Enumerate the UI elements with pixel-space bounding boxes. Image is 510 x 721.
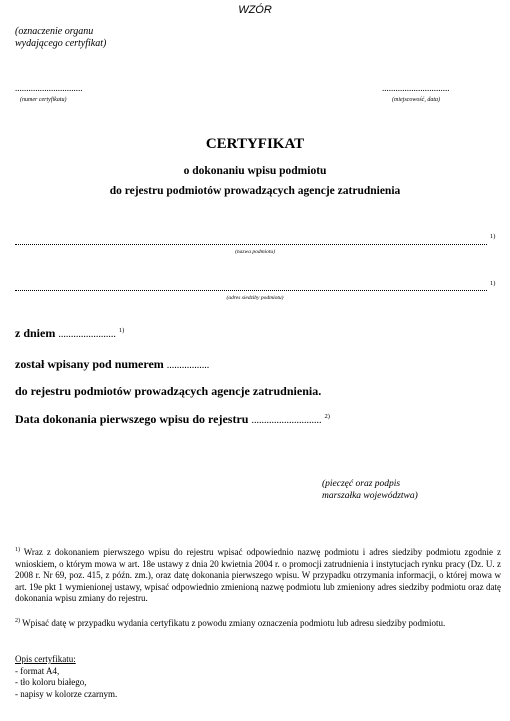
document-subtitle-1: o dokonaniu wpisu podmiotu: [183, 165, 327, 177]
entry-date-dots: .......................: [58, 329, 116, 340]
certificate-description: [15, 654, 215, 700]
description-item: - napisy w kolorze czarnym.: [15, 688, 118, 699]
entity-name-caption: (nazwa podmiotu): [235, 249, 275, 255]
footnote-1-mark: 1): [15, 547, 20, 553]
entity-name-footnote-mark: 1): [490, 233, 496, 240]
issuer-line-2: wydającego certyfikat): [15, 38, 107, 49]
footnote-2-mark: 2): [15, 618, 20, 624]
entity-name-line: [15, 244, 487, 245]
first-entry-date-field: [15, 412, 330, 427]
registration-number-label: został wpisany pod numerem: [15, 357, 164, 371]
certificate-number-dots: ..............................: [15, 83, 83, 93]
registration-number-field: [15, 357, 209, 372]
template-label: WZÓR: [238, 4, 272, 16]
entry-date-field: [15, 326, 124, 341]
entity-address-footnote-mark: 1): [490, 280, 496, 287]
footnote-2-text: Wpisać datę w przypadku wydania certyfikatu z powodu zmiany oznaczenia podmiotu lub adresu siedziby podmiotu.: [20, 618, 446, 628]
place-date-dots: ..............................: [382, 83, 450, 93]
seal-signature-note: [322, 478, 472, 502]
first-entry-date-dots: ............................: [251, 415, 322, 426]
entity-address-caption: (adres siedziby podmiotu): [226, 295, 284, 301]
first-entry-date-label: Data dokonania pierwszego wpisu do rejestru: [15, 412, 249, 426]
register-name: do rejestru podmiotów prowadzących agencje zatrudnienia.: [15, 384, 322, 398]
footnote-1-text: Wraz z dokonaniem pierwszego wpisu do rejestru wpisać odpowiednio nazwę podmiotu i adres siedziby podmiotu zgodnie z wnioskiem, o którym mowa w art. 18e ustawy z dnia 20 kwietnia 2004 r. o promocji zatrudnienia i instytucjach rynku pracy (Dz. U. z 2008 r. Nr 69, poz. 415, z późn. zm.), oraz datę dokonania pierwszego wpisu. W przypadku otrzymania informacji, o której mowa w art. 19e pkt 1 wymienionej ustawy, wpisać odpowiednio zmienioną nazwę podmiotu lub zmieniony adres siedziby podmiotu oraz datę dokonania wpisu zmiany do rejestru.: [15, 547, 501, 603]
seal-line-1: (pieczęć oraz podpis: [322, 479, 401, 489]
document-title: CERTYFIKAT: [205, 136, 305, 152]
issuer-line-1: (oznaczenie organu: [15, 26, 94, 37]
first-entry-date-footnote-mark: 2): [324, 413, 330, 420]
certificate-number-caption: (numer certyfikatu): [20, 97, 67, 103]
registration-number-dots: .................: [166, 360, 210, 371]
document-subtitle-2: do rejestru podmiotów prowadzących agencje zatrudnienia: [109, 185, 401, 197]
seal-line-2: marszałka województwa): [322, 491, 418, 501]
description-heading: Opis certyfikatu:: [15, 654, 76, 664]
entity-address-line: [15, 290, 487, 291]
entry-date-footnote-mark: 1): [118, 327, 125, 334]
description-item: - tło koloru białego,: [15, 677, 87, 687]
footnote-2: [15, 616, 501, 630]
footnote-1: [15, 545, 501, 605]
issuer-designation: [15, 26, 155, 50]
place-date-caption: (miejscowość, data): [392, 97, 440, 103]
description-item: - format A4,: [15, 665, 60, 676]
entry-date-label: z dniem: [15, 326, 56, 340]
